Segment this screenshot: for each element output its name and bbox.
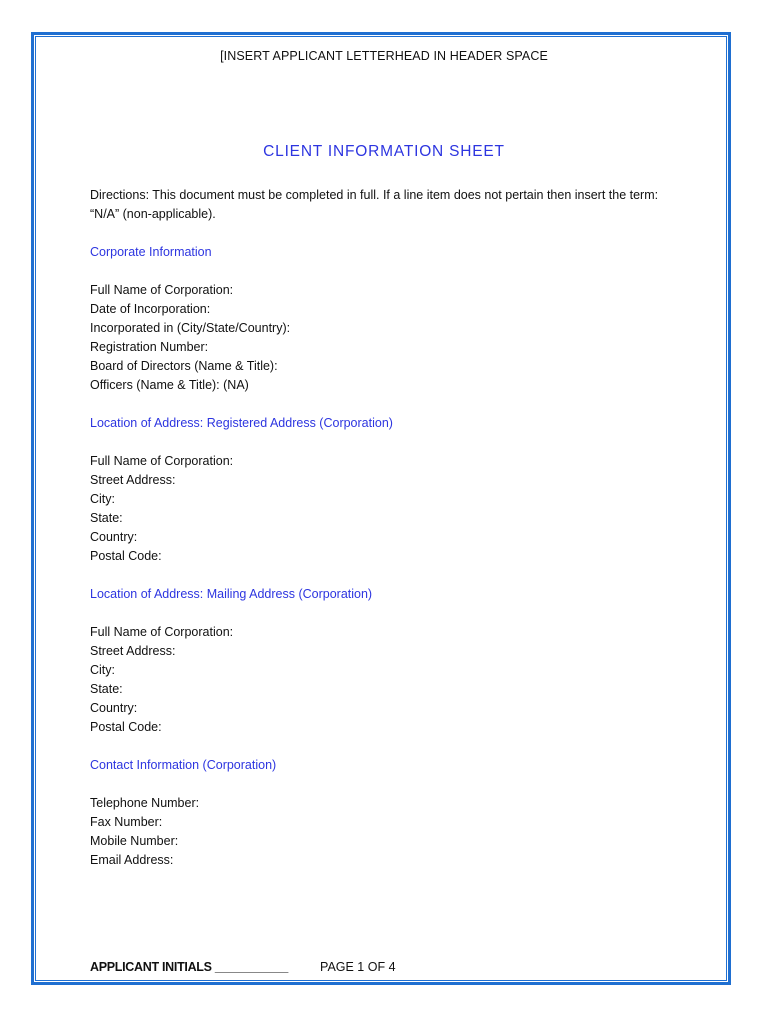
field-label: Country: xyxy=(90,701,138,715)
letterhead-placeholder: [INSERT APPLICANT LETTERHEAD IN HEADER SPACE xyxy=(220,49,548,63)
page-footer xyxy=(90,960,396,974)
field-label: Email Address: xyxy=(90,853,174,867)
section-heading: Corporate Information xyxy=(90,245,212,259)
field-label: State: xyxy=(90,511,123,525)
section-contact-information xyxy=(90,756,690,870)
directions-text: Directions: This document must be completed in full. If a line item does not pertain then insert the term: “N/A” (non-applicable). xyxy=(90,188,659,221)
field-label: Full Name of Corporation: xyxy=(90,454,234,468)
page-number: PAGE 1 OF 4 xyxy=(320,960,396,974)
field-label: Incorporated in (City/State/Country): xyxy=(90,321,291,335)
field-label: Street Address: xyxy=(90,473,176,487)
field-label: Full Name of Corporation: xyxy=(90,283,234,297)
section-heading: Location of Address: Mailing Address (Corporation) xyxy=(90,587,373,601)
field-list xyxy=(90,623,690,737)
section-mailing-address xyxy=(90,585,690,737)
field-label: State: xyxy=(90,682,123,696)
field-label: Date of Incorporation: xyxy=(90,302,211,316)
field-label: Full Name of Corporation: xyxy=(90,625,234,639)
field-label: Telephone Number: xyxy=(90,796,200,810)
field-label: Country: xyxy=(90,530,138,544)
field-list xyxy=(90,452,690,566)
field-label: City: xyxy=(90,492,115,506)
section-heading: Contact Information (Corporation) xyxy=(90,758,277,772)
page-title: CLIENT INFORMATION SHEET xyxy=(263,143,505,160)
field-label: Registration Number: xyxy=(90,340,209,354)
field-label: Mobile Number: xyxy=(90,834,179,848)
section-heading: Location of Address: Registered Address (Corporation) xyxy=(90,416,393,430)
section-corporate-information xyxy=(90,243,690,395)
field-label: Officers (Name & Title): (NA) xyxy=(90,378,249,392)
field-list xyxy=(90,281,690,395)
document-body xyxy=(90,186,690,889)
field-label: Postal Code: xyxy=(90,720,162,734)
field-label: Board of Directors (Name & Title): xyxy=(90,359,278,373)
applicant-initials-label: APPLICANT INITIALS ___________ xyxy=(90,960,289,974)
section-registered-address xyxy=(90,414,690,566)
field-label: Postal Code: xyxy=(90,549,162,563)
field-list xyxy=(90,794,690,870)
field-label: Fax Number: xyxy=(90,815,163,829)
field-label: City: xyxy=(90,663,115,677)
field-label: Street Address: xyxy=(90,644,176,658)
